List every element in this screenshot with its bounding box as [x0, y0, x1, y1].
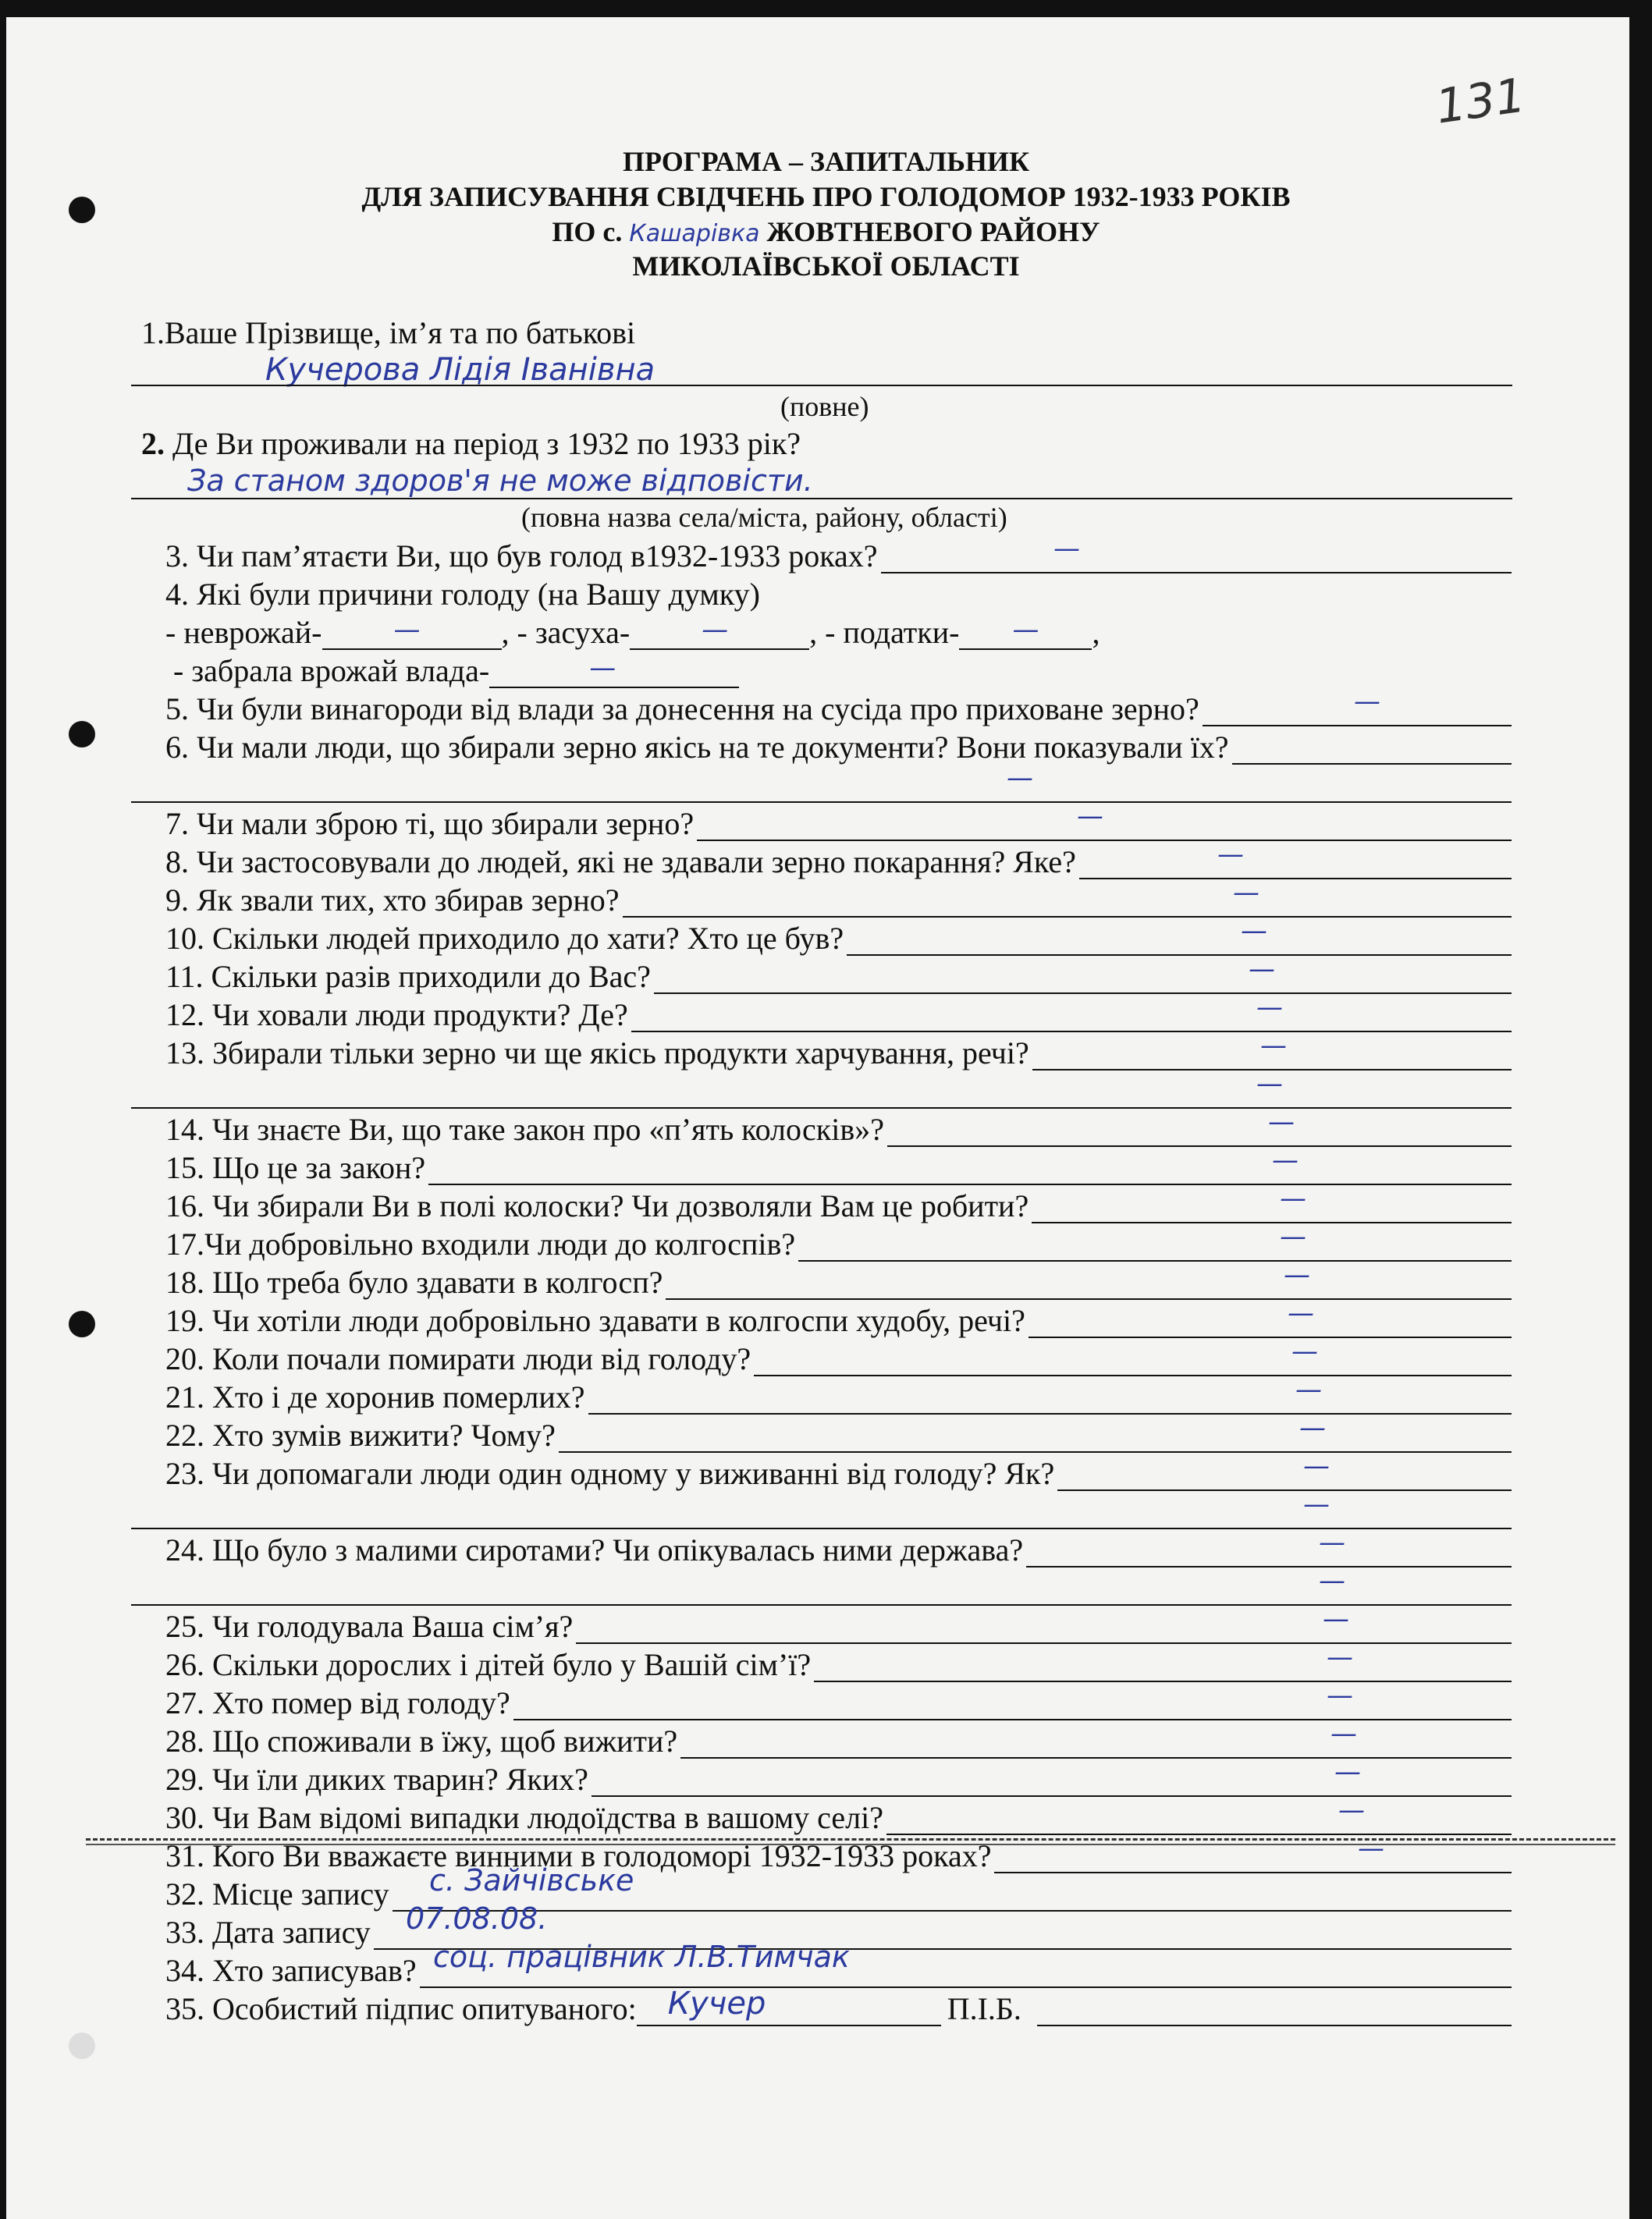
punch-hole: [69, 2033, 95, 2059]
answer-mark: —: [1007, 762, 1033, 794]
question-row: [165, 1863, 1512, 1912]
question-label: 15. Що це за закон?: [165, 1150, 426, 1185]
punch-hole: [69, 721, 95, 747]
question-label: 32. Місце запису: [165, 1876, 389, 1912]
question-label: 13. Збирали тільки зерно чи ще якісь продукти харчування, речі?: [165, 1035, 1029, 1070]
answer-text: —: [1358, 1833, 1384, 1864]
answer-text: —: [1295, 1374, 1322, 1405]
question-row: [165, 1338, 1512, 1376]
continuation-line: [131, 762, 1512, 803]
q4-option-label: , - податки-: [809, 615, 960, 650]
question-row: [165, 1529, 1512, 1568]
answer-text: —: [1330, 1718, 1357, 1749]
full-name-field[interactable]: [1037, 1998, 1512, 2026]
question-label: 9. Як звали тих, хто збирав зерно?: [165, 882, 620, 918]
q4-option-label: - неврожай-: [165, 615, 322, 650]
question-row: [165, 994, 1512, 1032]
answer-line[interactable]: [887, 1119, 1512, 1147]
answer-text: —: [1354, 686, 1380, 717]
answer-text: —: [1327, 1642, 1353, 1673]
punch-hole: [69, 1311, 95, 1337]
question-label: 29. Чи їли диких тварин? Яких?: [165, 1762, 588, 1797]
answer-text: —: [1299, 1412, 1326, 1443]
answer-line[interactable]: [1079, 851, 1512, 879]
question-row: [165, 1644, 1512, 1682]
title-line-4: МИКОЛАЇВСЬКОЇ ОБЛАСТІ: [632, 250, 1020, 282]
continuation-line: [131, 1491, 1512, 1529]
answer-line[interactable]: [131, 775, 1512, 803]
answer-line[interactable]: [754, 1348, 1512, 1376]
answer-line[interactable]: [588, 1386, 1512, 1415]
title-line-1: ПРОГРАМА – ЗАПИТАЛЬНИК: [622, 146, 1030, 177]
answer-line[interactable]: [1032, 1195, 1512, 1223]
page-number: 131: [1432, 68, 1529, 135]
answer-text: —: [1280, 1221, 1306, 1252]
question-label: 23. Чи допомагали люди один одному у виживанні від голоду? Як?: [165, 1456, 1055, 1491]
q4-option-label: , - засуха-: [501, 615, 631, 650]
question-label: 26. Скільки дорослих і дітей було у Вашій сім’ї?: [165, 1647, 812, 1682]
question-row: [165, 1185, 1512, 1223]
question-row: [165, 1603, 1512, 1644]
answer-text: —: [1319, 1527, 1345, 1558]
answer-text: —: [1217, 839, 1244, 870]
answer-mark: —: [1319, 1565, 1345, 1596]
question-row: [165, 1032, 1512, 1070]
answer-line[interactable]: [798, 1234, 1512, 1262]
q4-options-row: [165, 612, 1512, 650]
question-label: 7. Чи мали зброю ті, що збирали зерно?: [165, 806, 695, 841]
question-row: [165, 1300, 1512, 1338]
q2-text: Де Ви проживали на період з 1932 по 1933 рік?: [172, 426, 801, 461]
full-name-label: П.І.Б.: [947, 1991, 1021, 2026]
answer-line[interactable]: [1232, 737, 1512, 765]
question-label: 5. Чи були винагороди від влади за донесення на сусіда про приховане зерно?: [165, 691, 1199, 726]
question-label: 14. Чи знаєте Ви, що таке закон про «п’ять колосків»?: [165, 1112, 884, 1147]
question-label: 19. Чи хотіли люди добровільно здавати в колгоспи худобу, речі?: [165, 1303, 1025, 1338]
scan-fold-line: [86, 1838, 1615, 1845]
q4-option-answer: —: [589, 652, 616, 683]
question-row: [165, 1450, 1512, 1491]
answer-line[interactable]: [994, 1845, 1512, 1873]
q4-option-label: - забрала врожай влада-: [173, 653, 490, 688]
answer-line[interactable]: [1026, 1539, 1512, 1568]
answer-text: —: [1241, 915, 1267, 946]
question-label: 20. Коли почали помирати люди від голоду?: [165, 1341, 751, 1376]
question-row: [165, 1376, 1512, 1415]
q2-number: 2.: [141, 426, 165, 461]
answer-mark: —: [1303, 1489, 1330, 1520]
q4-option-field[interactable]: [322, 614, 502, 650]
question-label: 24. Що було з малими сиротами? Чи опікувалась ними держава?: [165, 1532, 1024, 1568]
answer-text: —: [1323, 1603, 1349, 1635]
answer-line[interactable]: [697, 813, 1512, 841]
answer-text: —: [1260, 1030, 1287, 1061]
q1-answer: Кучерова Лідія Іванівна: [265, 352, 655, 388]
answer-line[interactable]: [1057, 1463, 1512, 1491]
answer-text: —: [1280, 1183, 1306, 1214]
question-row: [165, 953, 1512, 994]
answer-text: —: [1256, 992, 1283, 1023]
question-label: 3. Чи пам’ятаєти Ви, що був голод в1932-1933 роках?: [165, 538, 878, 573]
answer-line[interactable]: [623, 889, 1512, 918]
q2-note: (повна назва села/міста, району, області): [521, 502, 1007, 533]
q2-answer-line: [131, 498, 1512, 499]
question-label: 12. Чи ховали люди продукти? Де?: [165, 997, 628, 1032]
question-label: 35. Особистий підпис опитуваного:: [165, 1991, 637, 2026]
answer-text: —: [1284, 1259, 1310, 1291]
answer-text: —: [1249, 953, 1275, 985]
question-label: 21. Хто і де хоронив померлих?: [165, 1379, 585, 1415]
question-label: 27. Хто помер від голоду?: [165, 1685, 510, 1720]
q4-option-answer: —: [393, 614, 421, 645]
title-prefix: ПО с.: [552, 216, 623, 247]
question-row: [165, 726, 1512, 765]
answer-line[interactable]: [680, 1731, 1512, 1759]
question-label: 8. Чи застосовували до людей, які не здавали зерно покарання? Яке?: [165, 844, 1076, 879]
answer-line[interactable]: [428, 1157, 1512, 1185]
q4-option-field[interactable]: [959, 614, 1092, 650]
question-row: [165, 1412, 1512, 1453]
answer-line[interactable]: [131, 1081, 1512, 1109]
question-row: [165, 803, 1512, 841]
answer-line[interactable]: [576, 1616, 1512, 1644]
signature: Кучер: [667, 1986, 766, 2022]
question-35: [165, 1988, 1512, 2026]
question-label: 6. Чи мали люди, що збирали зерно якісь на те документи? Вони показували їх?: [165, 730, 1229, 765]
answer-text: —: [1334, 1756, 1361, 1788]
village-name: Кашарівка: [629, 220, 760, 247]
answer-line[interactable]: [1029, 1310, 1512, 1338]
question-row: [165, 1147, 1512, 1185]
continuation-line: [131, 1565, 1512, 1606]
answer-line[interactable]: [513, 1692, 1512, 1720]
answer-text: 07.08.08.: [406, 1901, 548, 1936]
question-label: 17.Чи добровільно входили люди до колгоспів?: [165, 1227, 796, 1262]
question-label: 22. Хто зумів вижити? Чому?: [165, 1418, 556, 1453]
answer-line[interactable]: [881, 545, 1512, 573]
q1-answer-line: [131, 385, 1512, 386]
q1-note: (повне): [780, 391, 869, 422]
q2-answer: За станом здоров'я не може відповісти.: [187, 463, 813, 498]
title-line-3: [0, 215, 1652, 248]
answer-mark: —: [1256, 1068, 1283, 1099]
question-row: [165, 915, 1512, 956]
answer-line[interactable]: [631, 1004, 1512, 1032]
question-row: [165, 1756, 1512, 1797]
question-label: 16. Чи збирали Ви в полі колоски? Чи дозволяли Вам це робити?: [165, 1188, 1029, 1223]
answer-text: —: [1268, 1106, 1295, 1138]
question-label: 10. Скільки людей приходило до хати? Хто це був?: [165, 921, 844, 956]
answer-text: —: [1233, 877, 1259, 908]
question-row: [165, 879, 1512, 918]
answer-line[interactable]: [666, 1272, 1512, 1300]
question-label: 33. Дата запису: [165, 1915, 371, 1950]
q4-row: [165, 573, 1512, 612]
question-row: [165, 1259, 1512, 1300]
question-label: 28. Що споживали в їжу, щоб вижити?: [165, 1724, 678, 1759]
question-row: [165, 1940, 1512, 1988]
question-row: [165, 535, 1512, 573]
q4-options-row: [173, 650, 1512, 688]
q4-option-answer: —: [702, 614, 729, 645]
q4-option-answer: —: [1012, 614, 1039, 645]
answer-text: соц. працівник Л.В.Тимчак: [433, 1940, 850, 1974]
q4-separator: ,: [1092, 615, 1100, 650]
answer-text: —: [1303, 1450, 1330, 1482]
answer-text: —: [1327, 1680, 1353, 1711]
question-label: 18. Що треба було здавати в колгосп?: [165, 1265, 663, 1300]
question-label: 11. Скільки разів приходили до Вас?: [165, 959, 651, 994]
answer-text: —: [1272, 1145, 1299, 1176]
q4-option-field[interactable]: [489, 652, 739, 688]
question-row: [165, 688, 1512, 726]
question-row: [165, 1106, 1512, 1147]
question-label: 30. Чи Вам відомі випадки людоїдства в вашому селі?: [165, 1800, 883, 1835]
q4-label: 4. Які були причини голоду (на Вашу думку): [165, 577, 760, 612]
answer-line[interactable]: [814, 1654, 1512, 1682]
answer-text: —: [1288, 1298, 1314, 1329]
question-label: 31. Кого Ви вважаєте винними в голодоморі 1932-1933 роках?: [165, 1838, 992, 1873]
continuation-line: [131, 1070, 1512, 1109]
answer-line[interactable]: [654, 966, 1512, 994]
title-line-2: ДЛЯ ЗАПИСУВАННЯ СВІДЧЕНЬ ПРО ГОЛОДОМОР 1932-1933 РОКІВ: [361, 181, 1291, 212]
question-label: 25. Чи голодувала Ваша сім’я?: [165, 1609, 574, 1644]
answer-text: —: [1338, 1795, 1365, 1826]
answer-line[interactable]: [131, 1578, 1512, 1606]
question-row: [165, 1720, 1512, 1759]
answer-text: с. Зайчівське: [429, 1863, 634, 1898]
answer-line[interactable]: [886, 1807, 1512, 1835]
q2-label: [141, 426, 801, 462]
answer-text: —: [1053, 533, 1080, 564]
question-row: [165, 1797, 1512, 1835]
answer-text: —: [1077, 801, 1103, 832]
answer-line[interactable]: [847, 928, 1512, 956]
question-row: [165, 1682, 1512, 1720]
signature-field[interactable]: [637, 1986, 941, 2026]
answer-line[interactable]: [592, 1769, 1512, 1797]
question-label: 34. Хто записував?: [165, 1953, 417, 1988]
title-suffix: ЖОВТНЕВОГО РАЙОНУ: [766, 216, 1100, 247]
question-row: [165, 841, 1512, 879]
answer-text: —: [1291, 1336, 1318, 1367]
question-row: [165, 1223, 1512, 1262]
answer-line[interactable]: [559, 1425, 1512, 1453]
q1-label: 1.Ваше Прізвище, ім’я та по батькові: [141, 315, 636, 350]
q4-option-field[interactable]: [630, 614, 809, 650]
